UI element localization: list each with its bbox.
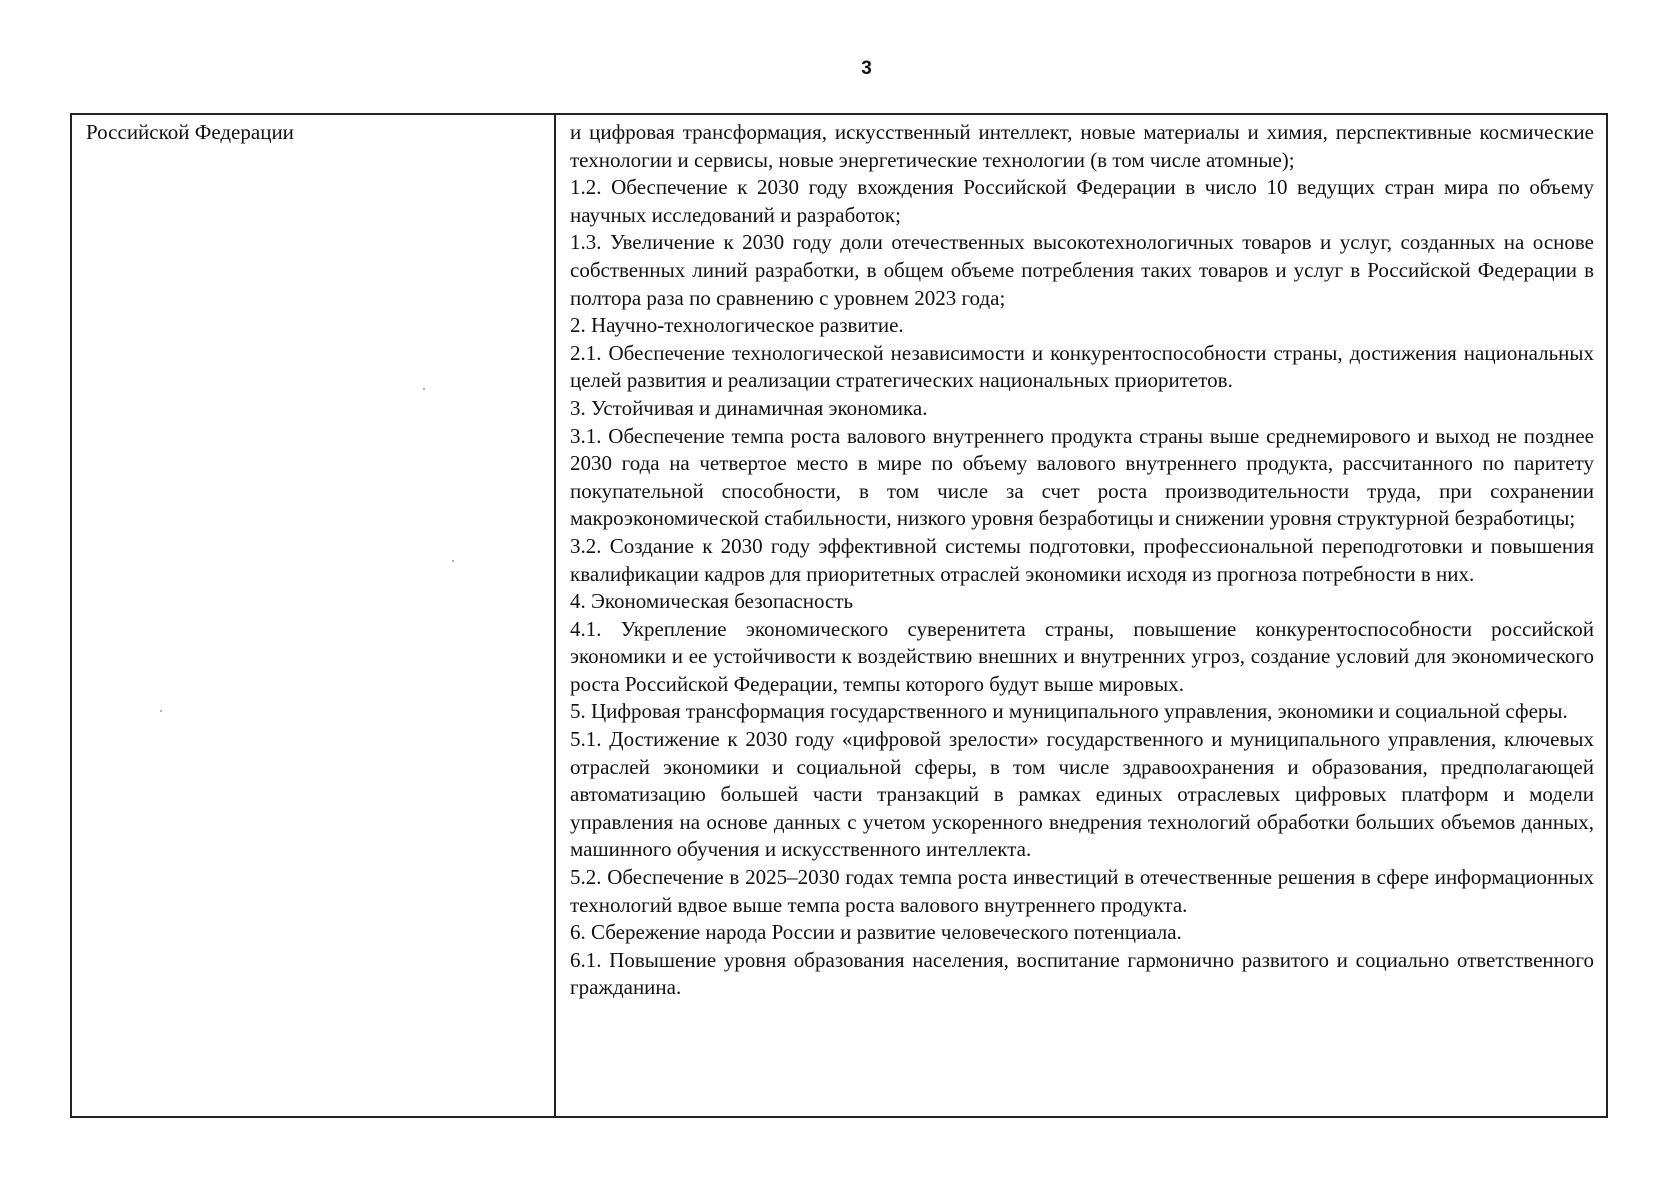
document-table <box>70 113 1608 1118</box>
heading-4: 4. Экономическая безопасность <box>570 589 854 614</box>
paragraph-5-2: 5.2. Обеспечение в 2025–2030 годах темпа роста инвестиций в отечественные решения в сфере информационных технологий вдвое выше темпа роста валового внутреннего продукта. <box>570 865 1594 917</box>
heading-3: 3. Устойчивая и динамичная экономика. <box>570 395 928 420</box>
paragraph-2-1: 2.1. Обеспечение технологической независимости и конкурентоспособности страны, достижения национальных целей развития и реализации стратегических национальных приоритетов. <box>570 340 1594 393</box>
paragraph-3-2: 3.2. Создание к 2030 году эффективной системы подготовки, профессиональной переподготовки и повышения квалификации кадров для приоритетных отраслей экономики исходя из прогноза потребности в них. <box>570 533 1594 586</box>
scan-speck <box>160 710 162 712</box>
left-cell-text: Российской Федерации <box>86 120 294 144</box>
paragraph-6-1: 6.1. Повышение уровня образования населения, воспитание гармонично развитого и социально ответственного гражданина. <box>570 947 1594 1000</box>
page-number: 3 <box>861 58 872 79</box>
heading-2: 2. Научно-технологическое развитие. <box>570 313 904 338</box>
scan-speck <box>423 388 425 390</box>
paragraph-5-1: 5.1. Достижение к 2030 году «цифровой зрелости» государственного и муниципального управления, ключевых отраслей экономики и социальной сферы, в том числе здравоохранения и образования, предполагающей автоматизацию большей части транзакций в рамках единых отраслевых цифровых платформ и модели управления на основе данных с учетом ускоренного внедрения технологий обработки больших объемов данных, машинного обучения и искусственного интеллекта. <box>570 727 1594 862</box>
table-cell-right <box>556 115 1606 1116</box>
heading-6: 6. Сбережение народа России и развитие человеческого потенциала. <box>570 920 1182 945</box>
paragraph-1-2: 1.2. Обеспечение к 2030 году вхождения Российской Федерации в число 10 ведущих стран мира по объему научных исследований и разработок; <box>570 175 1594 227</box>
paragraph-1-3: 1.3. Увеличение к 2030 году доли отечественных высокотехнологичных товаров и услуг, созданных на основе собственных линий разработки, в общем объеме потребления таких товаров и услуг в Российской Федерации в полтора раза по сравнению с уровнем 2023 года; <box>570 230 1594 310</box>
paragraph-3-1: 3.1. Обеспечение темпа роста валового внутреннего продукта страны выше среднемирового и выход не позднее 2030 года на четвертое место в мире по объему валового внутреннего продукта, рассчитанного по паритету покупательной способности, в том числе за счет роста производительности труда, при сохранении макроэкономической стабильности, низкого уровня безработицы и снижении уровня структурной безработицы; <box>570 423 1594 531</box>
heading-5: 5. Цифровая трансформация государственного и муниципального управления, экономики и социальной сферы. <box>570 699 1568 724</box>
table-cell-left <box>72 115 556 1116</box>
paragraph-4-1: 4.1. Укрепление экономического суверенитета страны, повышение конкурентоспособности российской экономики и ее устойчивости к воздействию внешних и внутренних угроз, создание условий для экономического роста Российской Федерации, темпы которого будут выше мировых. <box>570 616 1594 696</box>
paragraph-intro: и цифровая трансформация, искусственный интеллект, новые материалы и химия, перспективные космические технологии и сервисы, новые энергетические технологии (в том числе атомные); <box>570 120 1594 172</box>
scan-speck <box>452 560 454 562</box>
